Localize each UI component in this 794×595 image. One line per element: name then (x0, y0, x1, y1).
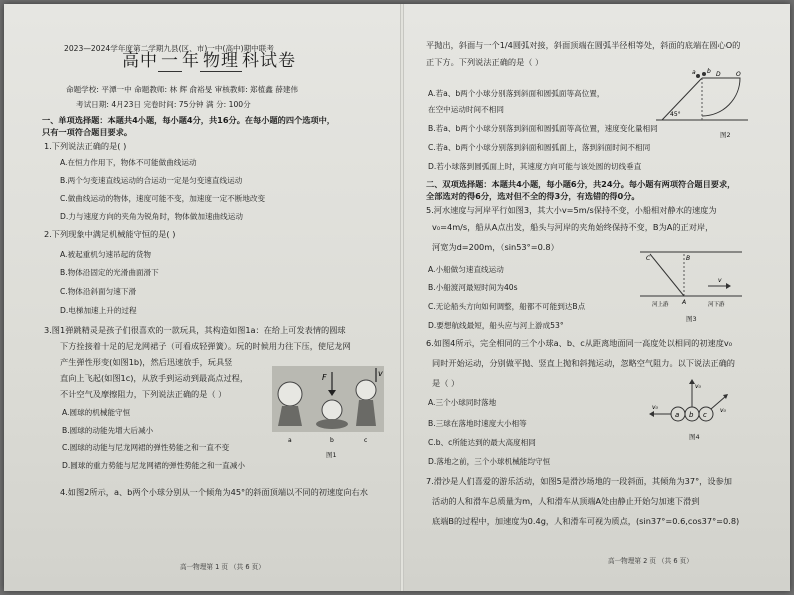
figure-3-label-v: v (718, 277, 722, 284)
question-5-line-3: 河宽为d=200m，（sin53°=0.8） (432, 242, 559, 252)
figure-1-label-a: a (288, 437, 292, 444)
figure-3 (638, 248, 744, 310)
figure-3-label-a: A (682, 299, 687, 306)
exam-meta-date: 考试日期: 4月23日 完卷时间: 75分钟 满 分: 100分 (76, 100, 251, 109)
question-4-line-1: 4.如图2所示，a、b两个小球分别从一个倾角为45°的斜面顶端以不同的初速度向右水 (60, 487, 368, 497)
q2-option-a: A.被起重机匀速吊起的货物 (60, 250, 152, 259)
figure-4-label-a: a (675, 411, 680, 419)
q6-option-b: B.三球在落地时速度大小相等 (428, 419, 527, 428)
figure-3-downstream: 河下游 (708, 302, 725, 308)
figure-1a-ball (278, 382, 302, 406)
q6-option-d: D.落地之前，三个小球机械能均守恒 (428, 457, 551, 466)
question-4-line-2: 平抛出，斜面与一个1/4圆弧对接，斜面顶端在圆弧半径相等处，斜面的底端在圆心O的 (426, 40, 741, 50)
figure-1-caption: 图1 (326, 451, 337, 459)
question-3-line-5: 不计空气及摩擦阻力，下列说法正确的是（ ） (60, 389, 227, 399)
section-1-heading-cont: 只有一项符合题目要求。 (42, 127, 133, 137)
question-5-line-1: 5.河水速度与河岸平行如图3，其大小v=5m/s保持不变，小船相对静水的速度为 (426, 205, 717, 215)
figure-3-label-c: C (646, 255, 651, 262)
question-6-line-1: 6.如图4所示，完全相同的三个小球a、b、c从距离地面同一高度处以相同的初速度v₀ (426, 338, 733, 348)
figure-3-upstream: 河上游 (652, 302, 669, 308)
figure-1a-skirt (278, 406, 302, 426)
figure-4-label-v0-left: v₀ (652, 404, 658, 411)
figure-1-label-c: c (364, 437, 368, 444)
q5-option-d: D.要想航线最短，船头应与河上游成53° (428, 321, 564, 330)
question-7-line-1: 7.滑沙是人们喜爱的游乐活动，如图5是滑沙场地的一段斜面，其倾角为37°，设参加 (426, 476, 732, 486)
question-1: 1.下列说法正确的是( ) (44, 141, 127, 151)
figure-2-label-o: O (736, 71, 741, 78)
question-6-line-3: 是（ ） (432, 378, 460, 388)
figure-4-arrowhead-left (649, 411, 654, 417)
figure-1c-skirt (356, 400, 376, 426)
exam-sheet (4, 4, 790, 591)
section-2-heading: 二、双项选择题：本题共4小题，每小题6分，共24分。每小题有两项符合题目要求， (426, 179, 736, 189)
page-1 (4, 4, 402, 591)
figure-4-label-c: c (703, 411, 707, 419)
q1-option-b: B.两个匀变速直线运动的合运动一定是匀变速直线运动 (60, 176, 243, 185)
question-3-line-3: 产生弹性形变(如图1b)，然后迅速放手，玩具竖 (60, 357, 233, 367)
figure-2-label-d: D (716, 71, 721, 78)
q3-option-a: A.圆球的机械能守恒 (62, 408, 131, 417)
figure-1c-ball (356, 380, 376, 400)
q1-option-c: C.做曲线运动的物体，速度可能不变，加速度一定不断地改变 (60, 194, 266, 203)
figure-1-label-b: b (330, 437, 334, 444)
figure-3-caption: 图3 (686, 315, 697, 323)
q4-option-a-cont: 在空中运动时间不相同 (428, 105, 504, 114)
question-3-line-4: 直向上飞起(如图1c)，从放手到运动到最高点过程， (60, 373, 249, 383)
figure-1-force-label: F (322, 373, 327, 382)
section-1-heading: 一、单项选择题：本题共4小题，每小题4分，共16分。在每小题的四个选项中， (42, 115, 335, 125)
q3-option-d: D.圆球的重力势能与尼龙网裙的弹性势能之和一直减小 (62, 461, 245, 470)
q6-option-a: A.三个小球同时落地 (428, 398, 497, 407)
page-2 (402, 4, 790, 591)
figure-2-label-a: a (692, 69, 696, 76)
figure-1 (272, 366, 384, 446)
question-5-line-2: v₀=4m/s，船从A点出发，船头与河岸的夹角始终保持不变，B为A的正对岸， (432, 222, 714, 232)
q4-option-b: B.若a、b两个小球分别落到斜面和圆弧面等高位置，速度变化量相同 (428, 124, 658, 133)
figure-3-current-arrowhead (726, 283, 731, 289)
question-3-line-2: 下方拴接着十足的尼龙网裙子（可看成轻弹簧）。玩的时候用力往下压，使尼龙网 (60, 341, 351, 351)
figure-4-label-b: b (689, 411, 694, 419)
figure-2-ball-b (702, 72, 706, 76)
q3-option-c: C.圆球的动能与尼龙网裙的弹性势能之和一直不变 (62, 443, 230, 452)
figure-4 (646, 376, 736, 430)
figure-3-heading-line (650, 254, 684, 296)
section-2-heading-cont: 全部选对的得6分，选对但不全的得3分，有选错的得0分。 (426, 191, 640, 201)
figure-3-label-b: B (686, 255, 691, 262)
figure-2-incline (662, 78, 702, 120)
page-1-footer: 高一物理第 1 页 （共 6 页） (180, 563, 265, 571)
q4-option-d: D.若小球落到圆弧面上时，其速度方向可能与该处圆的切线垂直 (428, 162, 642, 171)
figure-1b-skirt (316, 419, 348, 429)
q5-option-a: A.小船做匀速直线运动 (428, 265, 504, 274)
q4-option-a: A.若a、b两个小球分别落到斜面和圆弧面等高位置， (428, 89, 605, 98)
figure-1b-ball (322, 400, 342, 420)
q2-option-b: B.物体沿固定的光滑曲面滑下 (60, 268, 159, 277)
figure-2-angle: 45° (670, 111, 681, 118)
question-6-line-2: 同时开始运动，分别做平抛、竖直上抛和斜抛运动，忽略空气阻力。以下说法正确的 (432, 358, 735, 368)
q1-option-a: A.在恒力作用下，物体不可能做曲线运动 (60, 158, 197, 167)
figure-2-arc (702, 78, 740, 116)
page-title: 高中 一 年 物理 科试卷 (122, 51, 296, 71)
question-7-line-2: 活动的人和滑车总质量为m，人和滑车从顶端A处由静止开始匀加速下滑到 (432, 496, 700, 506)
figure-1-velocity-label: v (378, 369, 383, 378)
q1-option-d: D.力与速度方向的夹角为锐角时，物体做加速曲线运动 (60, 212, 243, 221)
figure-2-caption: 图2 (720, 131, 731, 139)
q5-option-b: B.小船渡河最短时间为40s (428, 283, 518, 292)
q2-option-c: C.物体沿斜面匀速下滑 (60, 287, 137, 296)
figure-2-ball-a (696, 74, 700, 78)
figure-2 (652, 68, 752, 128)
exam-header: 2023—2024学年度第二学期九县(区、市)一中(高中)期中联考 (64, 44, 274, 53)
question-4-line-3: 正下方。下列说法正确的是（ ） (426, 57, 544, 67)
q2-option-d: D.电梯加速上升的过程 (60, 306, 137, 315)
figure-4-label-v0-oblique: v₀ (720, 407, 726, 414)
q6-option-c: C.b、c所能达到的最大高度相同 (428, 438, 536, 447)
figure-2-label-b: b (707, 68, 711, 75)
question-7-line-3: 底端B的过程中，加速度为0.4g，人和滑车可视为质点，(sin37°=0.6,cos37°=0.8) (432, 516, 740, 526)
q3-option-b: B.圆球的动能先增大后减小 (62, 426, 154, 435)
exam-meta-authors: 命题学校: 平潭一中 命题教师: 林 辉 俞裕旻 审核教师: 郑植鑫 薛建伟 (66, 85, 299, 94)
question-2: 2.下列现象中满足机械能守恒的是( ) (44, 229, 176, 239)
q5-option-c: C.无论船头方向如何调整，船都不可能到达B点 (428, 302, 586, 311)
figure-4-label-v0-up: v₀ (695, 383, 701, 390)
figure-4-caption: 图4 (689, 433, 700, 441)
question-3-line-1: 3.图1弹跳精灵是孩子们很喜欢的一款玩具，其构造如图1a：在给上可发表情的圆球 (44, 325, 346, 335)
page-2-footer: 高一物理第 2 页 （共 6 页） (608, 557, 693, 565)
q4-option-c: C.若a、b两个小球分别落到斜面和圆弧面上，落到斜面时间不相同 (428, 143, 651, 152)
